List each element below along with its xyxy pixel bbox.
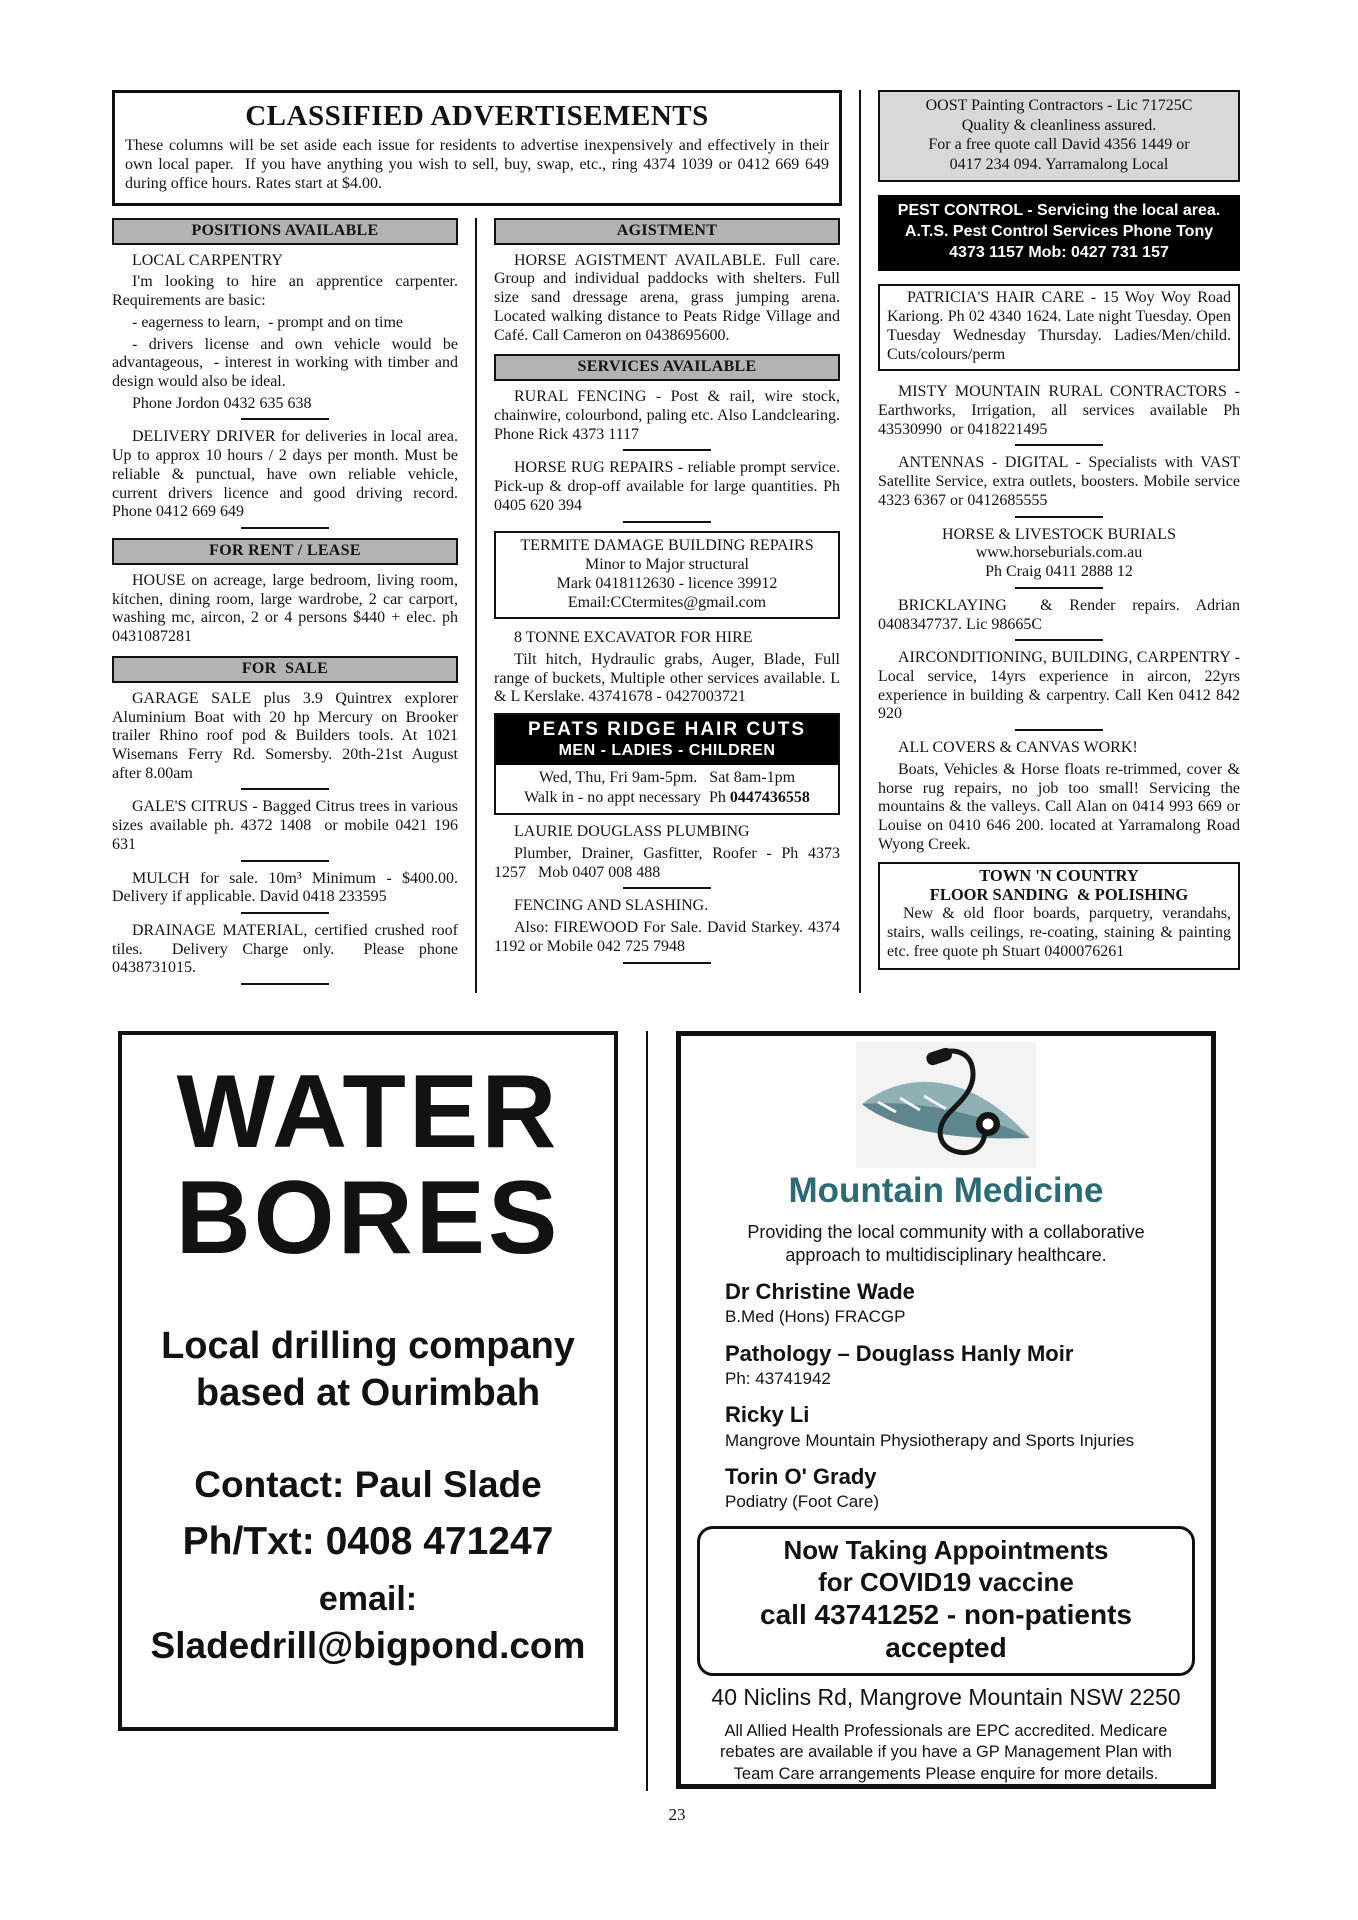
- section-header-sale: FOR SALE: [112, 656, 458, 683]
- clinic-footnote: All Allied Health Professionals are EPC accredited. Medicare rebates are available if you have a GP Management Plan with Team Care arrangements Please enquire for more details.: [720, 1721, 1172, 1783]
- ad-title-line1: WATER: [176, 1054, 560, 1171]
- ad-phone: 0447436558: [729, 789, 810, 807]
- ad-airconditioning: AIRCONDITIONING, BUILDING, CARPENTRY - Local service, 14yrs experience in aircon, 22yrs experience in building & carpentry. Call Ken 0412 842 920: [878, 649, 1244, 723]
- ad-phone: Ph Craig 0411 2888 12: [985, 563, 1133, 581]
- ad-title: 8 TONNE EXCAVATOR FOR HIRE: [514, 629, 753, 647]
- page-title: CLASSIFIED ADVERTISEMENTS: [245, 100, 709, 132]
- ad-text: PATRICIA'S HAIR CARE - 15 Woy Woy Road Kariong. Ph 02 4340 1624. Late night Tuesday. Open Tuesday Wednesday Thursday. Ladies/Men/child. Cuts/colours/perm: [887, 289, 1235, 363]
- ad-misty-mountain: MISTY MOUNTAIN RURAL CONTRACTORS - Earthworks, Irrigation, all services available Ph 43530990 or 0418221495: [878, 383, 1248, 438]
- ad-title: LAURIE DOUGLASS PLUMBING: [514, 823, 750, 841]
- ad-title: PEATS RIDGE HAIR CUTS: [527, 719, 807, 741]
- column-services: [494, 218, 844, 994]
- ad-title: TOWN 'N COUNTRY: [979, 866, 1139, 886]
- classifieds-header-box: [112, 90, 842, 206]
- haircuts-banner: [496, 715, 838, 765]
- appointments-line3: call 43741252 - non-patients accepted: [760, 1598, 1132, 1664]
- ad-subtitle: FLOOR SANDING & POLISHING: [929, 885, 1189, 905]
- appointments-line1: Now Taking Appointments: [783, 1535, 1109, 1566]
- ad-text: Tilt hitch, Hydraulic grabs, Auger, Blade, Full range of buckets, Multiple other services available. L & L Kerslake. 43741678 - 0427003721: [494, 651, 844, 706]
- provider-detail: Podiatry (Foot Care): [725, 1492, 879, 1512]
- ad-hours: Wed, Thu, Fri 9am-5pm. Sat 8am-1pm: [538, 769, 796, 787]
- ad-email: Email:CCtermites@gmail.com: [567, 594, 767, 612]
- ad-text: I'm looking to hire an apprentice carpenter. Requirements are basic:: [112, 273, 462, 310]
- ad-text: Local drilling company: [161, 1325, 575, 1368]
- ad-title: HORSE & LIVESTOCK BURIALS: [942, 525, 1176, 543]
- divider: [241, 527, 329, 529]
- ad-text: For a free quote call David 4356 1449 or: [928, 136, 1190, 154]
- left-two-columns: [112, 90, 842, 993]
- ad-drainage-material: DRAINAGE MATERIAL, certified crushed roof tiles. Delivery Charge only. Please phone 0438731015.: [112, 922, 462, 977]
- ad-title: LOCAL CARPENTRY: [132, 251, 283, 269]
- ad-title: ALL COVERS & CANVAS WORK!: [898, 739, 1138, 757]
- provider-detail: Ph: 43741942: [725, 1369, 831, 1389]
- ad-horse-agistment: HORSE AGISTMENT AVAILABLE. Full care. Group and individual paddocks with shelters. Full size sand dressage arena, grass jumping arena. Located walking distance to Peats Ridge Village and Café. Call Cameron on 0438695600.: [494, 251, 844, 344]
- leaf-stethoscope-icon: [848, 1042, 1044, 1170]
- ad-water-bores: [118, 1031, 618, 1731]
- provider-detail: Mangrove Mountain Physiotherapy and Sports Injuries: [725, 1430, 1135, 1450]
- clinic-tagline: Providing the local community with a collaborative approach to multidisciplinary healthcare.: [747, 1222, 1145, 1265]
- ad-garage-sale: GARAGE SALE plus 3.9 Quintrex explorer Aluminium Boat with 20 hp Mercury on Brooker trailer Rhino roof pod & Builders tools. At 1021 Wisemans Ferry Rd. Somersby. 20th-21st August after 8.00am: [112, 689, 462, 782]
- divider: [241, 860, 329, 862]
- appointments-line2: for COVID19 vaccine: [818, 1566, 1074, 1597]
- ad-town-n-country-floors: [878, 862, 1240, 969]
- ad-text: New & old floor boards, parquetry, verandahs, stairs, walls ceilings, re-coating, staining & painting etc. free quote ph Stuart 0400076261: [887, 905, 1235, 960]
- ad-email: Sladedrill@bigpond.com: [150, 1625, 586, 1667]
- ad-text: Mark 0418112630 - licence 39912: [556, 574, 778, 592]
- ad-text: Walk in - no appt necessary Ph: [524, 789, 730, 807]
- ad-horse-rug-repairs: HORSE RUG REPAIRS - reliable prompt service. Pick-up & drop-off available for large quantities. Ph 0405 620 394: [494, 459, 844, 514]
- ad-text: - drivers license and own vehicle would be advantageous, - interest in working with timber and design would also be ideal.: [112, 335, 462, 390]
- ad-text: Boats, Vehicles & Horse floats re-trimmed, cover & horse rug repairs, no job too small! Servicing the mountains & the valleys. Call Alan on 0414 993 669 or Louise on 0410 646 200. located at Yarramalong Road Wyong Creek.: [878, 760, 1244, 853]
- divider: [241, 788, 329, 790]
- ad-delivery-driver: DELIVERY DRIVER for deliveries in local area. Up to approx 10 hours / 2 days per month. Must be reliable & punctual, have own reliable vehicle, current drivers licence and good driving record. Phone 0412 669 649: [112, 428, 462, 521]
- section-header-services: SERVICES AVAILABLE: [494, 354, 840, 381]
- ad-text: based at Ourimbah: [195, 1371, 541, 1414]
- ad-plumbing: [494, 823, 844, 882]
- section-header-agistment: AGISTMENT: [494, 218, 840, 245]
- ad-contact: Contact: Paul Slade: [194, 1464, 542, 1506]
- ad-phone: Phone Jordon 0432 635 638: [132, 394, 312, 412]
- ad-title-line2: BORES: [175, 1160, 561, 1277]
- provider-entry: [725, 1402, 1195, 1451]
- ad-divider: [646, 1031, 648, 1791]
- ad-patricias-hair-care: [878, 284, 1240, 371]
- ad-text: Plumber, Drainer, Gasfitter, Roofer - Ph 4373 1257 Mob 0407 008 488: [494, 844, 844, 881]
- section-header-positions: POSITIONS AVAILABLE: [112, 218, 458, 245]
- provider-name: Dr Christine Wade: [725, 1279, 915, 1305]
- ad-walkin: [498, 788, 836, 808]
- ad-title: FENCING AND SLASHING.: [514, 897, 709, 915]
- ad-house-acreage: HOUSE on acreage, large bedroom, living room, kitchen, dining room, large wardrobe, 2 car carport, washing mc, aircon, 2 or 4 persons $440 + elec. ph 0431087281: [112, 571, 462, 646]
- ad-rural-fencing: RURAL FENCING - Post & rail, wire stock, chainwire, colourbond, paling etc. Also Landclearing. Phone Rick 4373 1117: [494, 388, 844, 443]
- ad-covers-canvas: [878, 739, 1244, 854]
- divider: [1015, 639, 1103, 641]
- divider: [1015, 516, 1103, 518]
- ad-pest-control: PEST CONTROL - Servicing the local area. A.T.S. Pest Control Services Phone Tony 4373 1157 Mob: 0427 731 157: [878, 195, 1240, 271]
- ad-text: Quality & cleanliness assured.: [961, 116, 1157, 134]
- column-right: [878, 90, 1248, 993]
- haircuts-details: [496, 765, 838, 813]
- ad-antennas-digital: ANTENNAS - DIGITAL - Specialists with VAST Satellite Service, extra outlets, boosters. Mobile service 4323 6367 or 0412685555: [878, 454, 1244, 509]
- ad-text: Minor to Major structural: [585, 555, 749, 573]
- ad-text: 0417 234 094. Yarramalong Local: [949, 155, 1169, 173]
- provider-name: Pathology – Douglass Hanly Moir: [725, 1340, 1074, 1366]
- ad-excavator: [494, 629, 844, 707]
- divider: [241, 983, 329, 985]
- divider: [241, 418, 329, 420]
- provider-entry: [725, 1341, 1195, 1390]
- divider: [1015, 587, 1103, 589]
- divider: [623, 521, 711, 523]
- ad-local-carpentry: [112, 251, 462, 414]
- provider-entry: [725, 1464, 1195, 1513]
- ad-peats-ridge-haircuts: [494, 713, 840, 815]
- ad-gales-citrus: GALE'S CITRUS - Bagged Citrus trees in various sizes available ph. 4372 1408 or mobile 0421 196 631: [112, 798, 462, 853]
- divider: [623, 449, 711, 451]
- provider-name: Ricky Li: [725, 1402, 810, 1428]
- clinic-name: Mountain Medicine: [788, 1171, 1104, 1211]
- display-ads-section: [112, 1031, 1242, 1791]
- ad-title: OOST Painting Contractors - Lic 71725C: [925, 97, 1193, 114]
- divider: [623, 962, 711, 964]
- ad-subtitle: MEN - LADIES - CHILDREN: [558, 742, 776, 759]
- ad-website: www.horseburials.com.au: [975, 544, 1143, 562]
- divider: [241, 912, 329, 914]
- ad-oost-painting: [878, 90, 1240, 182]
- ad-phone: Ph/Txt: 0408 471247: [182, 1520, 554, 1564]
- column-divider: [859, 90, 861, 993]
- ad-mulch: MULCH for sale. 10m³ Minimum - $400.00. Delivery if applicable. David 0418 233595: [112, 869, 462, 906]
- appointments-banner: [697, 1526, 1195, 1676]
- ad-bricklaying: BRICKLAYING & Render repairs. Adrian 0408347737. Lic 98665C: [878, 596, 1244, 633]
- ad-horse-burials: [878, 526, 1240, 582]
- page-number: 23: [668, 1805, 686, 1825]
- ad-text: - eagerness to learn, - prompt and on time: [132, 313, 404, 331]
- section-header-rent: FOR RENT / LEASE: [112, 538, 458, 565]
- divider: [623, 887, 711, 889]
- divider: [1015, 729, 1103, 731]
- divider: [1015, 444, 1103, 446]
- provider-detail: B.Med (Hons) FRACGP: [725, 1307, 906, 1327]
- ad-termite-repairs-box: [494, 531, 840, 620]
- clinic-address: 40 Niclins Rd, Mangrove Mountain NSW 2250: [711, 1683, 1181, 1710]
- provider-entry: [725, 1279, 1195, 1328]
- classifieds-section: [112, 90, 1248, 993]
- classifieds-intro: These columns will be set aside each issue for residents to advertise inexpensively and effectively in their own local paper. If you have anything you wish to sell, buy, swap, etc., ring 4374 1039 or 0412 669 649 during office hours. Rates start at $4.00.: [125, 137, 833, 192]
- mountain-medicine-logo: [697, 1042, 1195, 1175]
- ad-text: Also: FIREWOOD For Sale. David Starkey. 4374 1192 or Mobile 042 725 7948: [494, 919, 844, 955]
- ad-title: TERMITE DAMAGE BUILDING REPAIRS: [520, 536, 814, 554]
- column-divider: [475, 218, 477, 994]
- ad-fencing-slashing: [494, 897, 844, 956]
- ad-mountain-medicine: [676, 1031, 1216, 1789]
- ad-email-label: email:: [318, 1580, 418, 1619]
- column-positions: [112, 218, 462, 994]
- provider-name: Torin O' Grady: [725, 1463, 877, 1489]
